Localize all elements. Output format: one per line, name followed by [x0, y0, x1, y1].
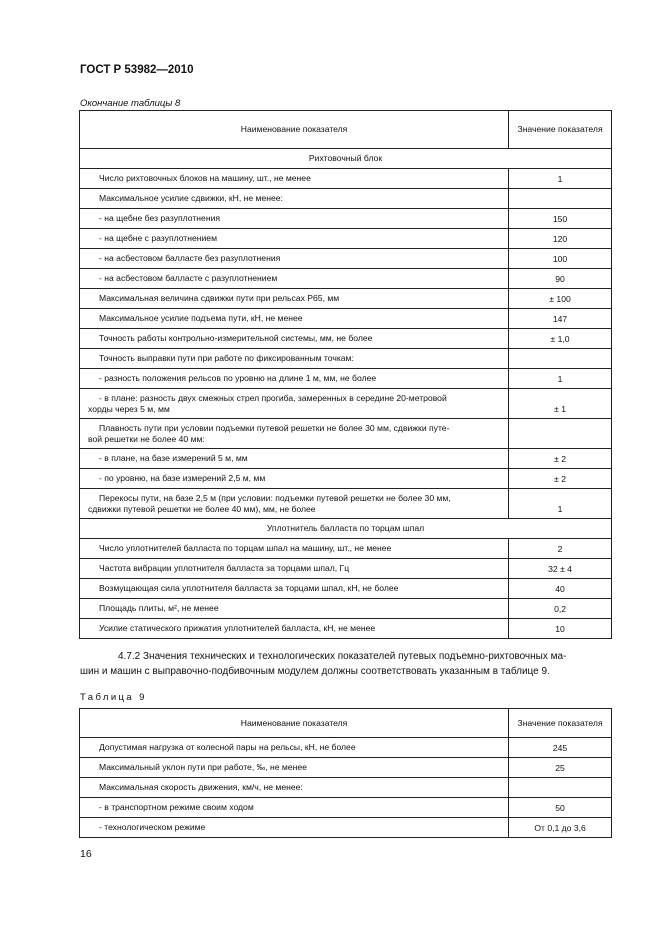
table-row	[80, 778, 612, 798]
indicator-value: 40	[509, 579, 612, 599]
indicator-name: Точность выправки пути при работе по фиксированным точкам:	[80, 349, 509, 369]
table-row	[80, 209, 612, 229]
indicator-name	[80, 419, 509, 449]
table-row	[80, 249, 612, 269]
indicator-name-line-2: сдвижки путевой решетки не более 40 мм), мм, не более	[88, 503, 316, 514]
indicator-name-line-1: Перекосы пути, на базе 2,5 м (при условии: подъемки путевой решетки не более 30 мм,	[99, 492, 451, 503]
column-header-name: Наименование показателя	[80, 111, 509, 149]
table-row	[80, 289, 612, 309]
table-row	[80, 559, 612, 579]
indicator-value: 25	[509, 758, 612, 778]
table-row	[80, 489, 612, 519]
table-row	[80, 369, 612, 389]
section-title: Уплотнитель балласта по торцам шпал	[80, 519, 612, 539]
table-row	[80, 818, 612, 838]
indicator-value	[509, 189, 612, 209]
indicator-name: - на щебне без разуплотнения	[80, 209, 509, 229]
indicator-value: 147	[509, 309, 612, 329]
table-row	[80, 758, 612, 778]
indicator-name-line-1: Плавность пути при условии подъемки путевой решетки не более 30 мм, сдвижки путе-	[99, 422, 450, 433]
table8-caption: Окончание таблицы 8	[80, 98, 181, 109]
indicator-name	[80, 489, 509, 519]
table-row	[80, 449, 612, 469]
indicator-value: 90	[509, 269, 612, 289]
indicator-name: - в транспортном режиме своим ходом	[80, 798, 509, 818]
indicator-value: ± 1	[509, 389, 612, 419]
indicator-value: 2	[509, 539, 612, 559]
table-row	[80, 798, 612, 818]
indicator-name: Максимальное усилие сдвижки, кН, не менее:	[80, 189, 509, 209]
document-header: ГОСТ Р 53982—2010	[80, 64, 194, 76]
indicator-value: От 0,1 до 3,6	[509, 818, 612, 838]
table-row	[80, 619, 612, 639]
indicator-value: 32 ± 4	[509, 559, 612, 579]
indicator-value: 50	[509, 798, 612, 818]
indicator-name: Площадь плиты, м², не менее	[80, 599, 509, 619]
indicator-value: 120	[509, 229, 612, 249]
indicator-name-line-2: хорды через 5 м, мм	[88, 403, 170, 414]
table-row	[80, 189, 612, 209]
indicator-value: 1	[509, 369, 612, 389]
table-row	[80, 579, 612, 599]
table-header-row	[80, 709, 612, 738]
indicator-value	[509, 419, 612, 449]
table-8	[79, 110, 612, 639]
indicator-value: ± 1,0	[509, 329, 612, 349]
indicator-value: 100	[509, 249, 612, 269]
indicator-value: 150	[509, 209, 612, 229]
table-row	[80, 169, 612, 189]
table-row	[80, 309, 612, 329]
indicator-name: - на асбестовом балласте с разуплотнением	[80, 269, 509, 289]
column-header-name: Наименование показателя	[80, 709, 509, 738]
indicator-name: Максимальное усилие подъема пути, кН, не менее	[80, 309, 509, 329]
indicator-value: ± 2	[509, 449, 612, 469]
table-row	[80, 738, 612, 758]
column-header-value: Значение показателя	[509, 111, 612, 149]
indicator-value: ± 2	[509, 469, 612, 489]
table-row	[80, 599, 612, 619]
table-row	[80, 469, 612, 489]
indicator-name: Возмущающая сила уплотнителя балласта за торцами шпал, кН, не более	[80, 579, 509, 599]
indicator-value: 245	[509, 738, 612, 758]
indicator-name-line-2: вой решетки не более 40 мм:	[88, 433, 205, 444]
indicator-value: 0,2	[509, 599, 612, 619]
indicator-name	[80, 389, 509, 419]
paragraph-line-1: 4.7.2 Значения технических и технологических показателей путевых подъемно-рихтовочных ма-	[118, 651, 567, 662]
indicator-name: - разность положения рельсов по уровню на длине 1 м, мм, не более	[80, 369, 509, 389]
column-header-value: Значение показателя	[509, 709, 612, 738]
table-row	[80, 349, 612, 369]
indicator-name: Максимальная величина сдвижки пути при рельсах Р65, мм	[80, 289, 509, 309]
table-row	[80, 229, 612, 249]
indicator-name: Число рихтовочных блоков на машину, шт., не менее	[80, 169, 509, 189]
indicator-name: Допустимая нагрузка от колесной пары на рельсы, кН, не более	[80, 738, 509, 758]
table-header-row	[80, 111, 612, 149]
table9-caption: Таблица 9	[80, 692, 147, 703]
table-row	[80, 329, 612, 349]
indicator-value	[509, 349, 612, 369]
table-row	[80, 419, 612, 449]
page-number: 16	[80, 848, 92, 860]
indicator-name: - в плане, на базе измерений 5 м, мм	[80, 449, 509, 469]
indicator-value: ± 100	[509, 289, 612, 309]
indicator-name: Максимальный уклон пути при работе, ‰, не менее	[80, 758, 509, 778]
indicator-name: - на щебне с разуплотнением	[80, 229, 509, 249]
table-section-row	[80, 149, 612, 169]
indicator-value: 1	[509, 489, 612, 519]
indicator-name: - технологическом режиме	[80, 818, 509, 838]
paragraph-line-2: шин и машин с выправочно-подбивочным модулем должны соответствовать указанным в таблице 9.	[80, 666, 550, 677]
indicator-name: Частота вибрации уплотнителя балласта за торцами шпал, Гц	[80, 559, 509, 579]
indicator-value	[509, 778, 612, 798]
indicator-name-line-1: - в плане: разность двух смежных стрел прогиба, замеренных в середине 20-метровой	[99, 392, 447, 403]
table-9	[79, 708, 612, 838]
indicator-value: 1	[509, 169, 612, 189]
table-row	[80, 389, 612, 419]
indicator-name: Точность работы контрольно-измерительной системы, мм, не более	[80, 329, 509, 349]
indicator-name: - на асбестовом балласте без разуплотнения	[80, 249, 509, 269]
section-4-7-2-paragraph	[80, 649, 613, 679]
indicator-name: - по уровню, на базе измерений 2,5 м, мм	[80, 469, 509, 489]
indicator-name: Число уплотнителей балласта по торцам шпал на машину, шт., не менее	[80, 539, 509, 559]
table-section-row	[80, 519, 612, 539]
indicator-name: Максимальная скорость движения, км/ч, не менее:	[80, 778, 509, 798]
indicator-value: 10	[509, 619, 612, 639]
table-row	[80, 269, 612, 289]
section-title: Рихтовочный блок	[80, 149, 612, 169]
indicator-name: Усилие статического прижатия уплотнителей балласта, кН, не менее	[80, 619, 509, 639]
table-row	[80, 539, 612, 559]
